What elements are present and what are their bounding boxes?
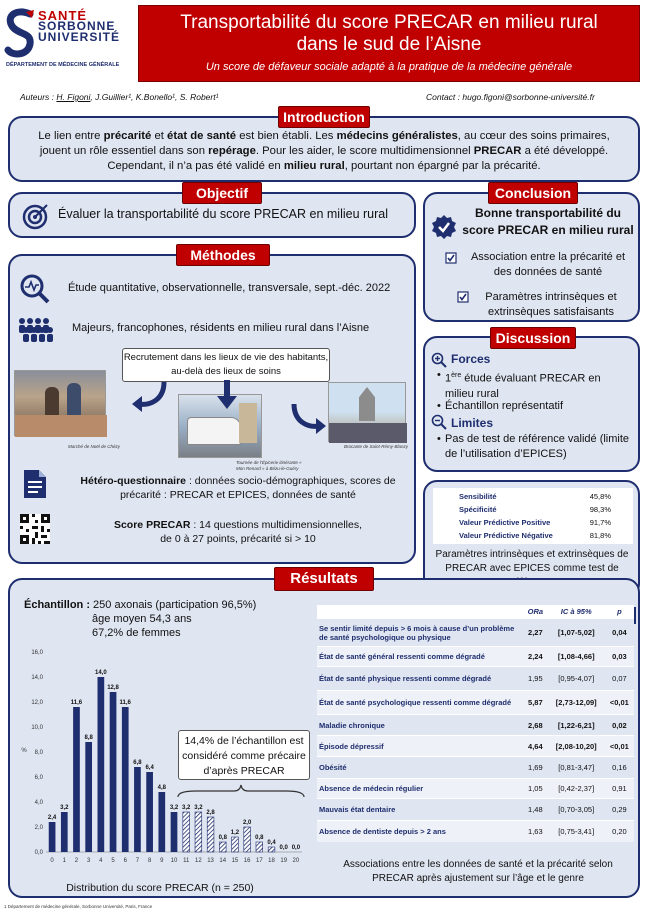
curly-brace-icon — [176, 783, 306, 799]
table-cell-ic: [1,08-4,66] — [548, 647, 605, 667]
table-row — [317, 779, 634, 799]
limites-label: Limites — [451, 416, 494, 430]
table-cell-ora: 1,69 — [523, 757, 548, 779]
logo-line-2: SORBONNE — [38, 19, 116, 33]
author-first: H. Figoni — [56, 92, 91, 102]
x-tick-label: 12 — [195, 858, 202, 864]
poster-subtitle: Un score de défaveur sociale adapté à la pratique de la médecine générale — [205, 61, 573, 73]
conclusion-panel — [423, 192, 640, 322]
forces-item-2: • Échantillon représentatif — [437, 400, 564, 412]
table-cell-p: <0,01 — [605, 691, 634, 715]
questionnaire-text: Hétéro-questionnaire : données socio-démographiques, scores de précarité : PRECAR et EPICES, données de santé — [80, 475, 396, 501]
params-row-value: 81,8% — [589, 531, 611, 540]
table-cell-ic: [2,73-12,09] — [548, 691, 605, 715]
logo-emblem-icon — [4, 8, 36, 60]
chart-bar — [256, 842, 263, 852]
params-row-value: 45,8% — [589, 492, 611, 501]
x-tick-label: 3 — [86, 858, 91, 864]
health-table-caption: Associations entre les données de santé et la précarité selon PRECAR après ajustement sur l’âge et le genre — [343, 859, 613, 884]
curved-arrow-left-icon — [130, 380, 170, 414]
bar-value-label: 2,4 — [47, 815, 57, 821]
col-header-p: p — [605, 605, 634, 619]
checkbox-checked-icon — [457, 291, 469, 303]
methodes-panel — [8, 254, 416, 564]
bar-value-label: 14,0 — [95, 670, 107, 676]
x-tick-label: 11 — [183, 858, 190, 864]
curved-arrow-right-icon — [288, 402, 328, 436]
people-group-icon — [16, 316, 56, 342]
table-cell-p: 0,29 — [605, 799, 634, 821]
photo-caption-1: Marché de Noël de Chézy — [68, 444, 121, 449]
x-tick-label: 0 — [50, 858, 54, 864]
chart-bar — [73, 707, 80, 852]
params-caption: Paramètres intrinsèques et extrinsèques de PRECAR avec EPICES comme test de — [435, 549, 629, 574]
chart-bar — [268, 847, 275, 852]
health-data-table — [317, 605, 634, 842]
y-tick-label: 12,0 — [31, 700, 43, 706]
x-tick-label: 7 — [135, 858, 140, 864]
params-row-label: Valeur Prédictive Négative — [459, 531, 553, 540]
table-cell-ora: 2,24 — [523, 647, 548, 667]
authors-label: Auteurs : — [20, 92, 55, 102]
chart-caption: Distribution du score PRECAR (n = 250) — [66, 882, 254, 894]
table-cell-ic: [0,81-3,47] — [548, 757, 605, 779]
check-badge-icon — [431, 214, 457, 240]
params-row-label: Spécificité — [459, 505, 497, 514]
bar-value-label: 3,2 — [194, 805, 203, 811]
chart-bar — [122, 707, 129, 852]
conclusion-title: Conclusion — [488, 182, 578, 204]
x-tick-label: 4 — [99, 858, 103, 864]
table-cell-ora: 1,95 — [523, 667, 548, 691]
forces-label: Forces — [451, 352, 491, 366]
table-cell-ic: [1,07-5,02] — [548, 619, 605, 647]
table-cell-ora: 2,27 — [523, 619, 548, 647]
table-cell-ora: 5,87 — [523, 691, 548, 715]
footnote: 1 Département de médecine générale, Sorbonne Université, Paris, France — [4, 904, 153, 909]
conclusion-heading: Bonne transportabilité du score PRECAR en milieu rural — [462, 206, 634, 237]
y-tick-label: 14,0 — [31, 675, 43, 681]
col-header-ic: IC à 95% — [548, 605, 605, 619]
bar-value-label: 0,4 — [267, 840, 276, 846]
table-cell-p: 0,16 — [605, 757, 634, 779]
table-cell-label: État de santé psychologique ressenti comme dégradé — [317, 691, 523, 715]
table-cell-label: Obésité — [317, 757, 523, 779]
table-cell-label: État de santé général ressenti comme dégradé — [317, 647, 523, 667]
y-tick-label: 2,0 — [34, 825, 43, 831]
bar-value-label: 11,6 — [70, 700, 83, 706]
photo-brocante — [328, 382, 406, 442]
table-row — [317, 647, 634, 667]
table-cell-ora: 2,68 — [523, 715, 548, 736]
methodes-item-2: Majeurs, francophones, résidents en milieu rural dans l’Aisne — [72, 322, 370, 334]
zoom-out-icon — [431, 414, 447, 430]
table-cell-label: Épisode dépressif — [317, 736, 523, 757]
qr-code-icon — [20, 514, 50, 544]
y-tick-label: 8,0 — [34, 750, 43, 756]
bar-value-label: 1,2 — [230, 830, 240, 836]
x-tick-label: 15 — [231, 858, 239, 864]
table-cell-p: 0,91 — [605, 779, 634, 799]
y-tick-label: 0,0 — [34, 850, 43, 856]
table-cell-ic: [2,08-10,20] — [548, 736, 605, 757]
table-cell-ora: 1,48 — [523, 799, 548, 821]
resultats-title: Résultats — [274, 567, 374, 591]
table-cell-label: Mauvais état dentaire — [317, 799, 523, 821]
y-axis-label: % — [21, 748, 27, 754]
params-row-label: Valeur Prédictive Positive — [459, 518, 551, 527]
x-tick-label: 18 — [268, 858, 275, 864]
chart-bar — [134, 767, 141, 852]
checkbox-checked-icon — [445, 252, 457, 264]
params-table — [433, 488, 633, 544]
table-cell-p: 0,03 — [605, 647, 634, 667]
x-tick-label: 8 — [147, 858, 152, 864]
zoom-in-icon — [431, 352, 447, 368]
logo-line-3: UNIVERSITÉ — [38, 30, 121, 44]
sorbonne-logo — [4, 6, 134, 72]
table-cell-p: 0,07 — [605, 667, 634, 691]
table-cell-p: 0,02 — [605, 715, 634, 736]
poster-title-line-1: Transportabilité du score PRECAR en milieu rural — [180, 12, 598, 33]
table-cell-p: 0,20 — [605, 821, 634, 842]
params-row-value: 91,7% — [589, 518, 611, 527]
chart-bar — [171, 812, 178, 852]
conclusion-item-1: Association entre la précarité et des données de santé — [470, 251, 626, 278]
x-tick-label: 5 — [111, 858, 115, 864]
x-tick-label: 9 — [160, 858, 164, 864]
table-cell-ic: [0,70-3,05] — [548, 799, 605, 821]
table-cell-ora: 1,05 — [523, 779, 548, 799]
bar-value-label: 0,8 — [218, 835, 227, 841]
chart-bar — [158, 792, 165, 852]
params-row-label: Sensibilité — [459, 492, 497, 501]
table-row — [317, 799, 634, 821]
limites-item-1: • Pas de test de référence validé (limite de l’utilisation d’EPICES) — [437, 433, 630, 460]
chart-bar — [61, 812, 68, 852]
objectif-text: Évaluer la transportabilité du score PRECAR en milieu rural — [58, 207, 389, 221]
params-row — [437, 529, 629, 542]
poster-title-box — [138, 5, 640, 82]
table-cell-ic: [0,95-4,07] — [548, 667, 605, 691]
target-icon — [22, 202, 50, 230]
objectif-title: Objectif — [182, 182, 262, 204]
x-tick-label: 13 — [207, 858, 214, 864]
discussion-panel — [423, 336, 640, 472]
table-cell-label: Maladie chronique — [317, 715, 523, 736]
photo-caption-2: Tournée de l’Épicerie itinérante « Mon Renard » à Bézu-le-Guéry — [236, 460, 302, 471]
chart-bar — [146, 772, 153, 852]
table-row — [317, 715, 634, 736]
table-cell-label: Absence de dentiste depuis > 2 ans — [317, 821, 523, 842]
table-cell-ic: [0,75-3,41] — [548, 821, 605, 842]
bar-value-label: 6,8 — [133, 760, 142, 766]
x-tick-label: 16 — [243, 858, 251, 864]
chart-bar — [232, 837, 239, 852]
discussion-title: Discussion — [490, 327, 576, 349]
x-tick-label: 6 — [123, 858, 127, 864]
bar-value-label: 0,0 — [279, 845, 288, 851]
contact-line: Contact : hugo.figoni@sorbonne-université.fr — [426, 92, 595, 102]
chart-bar — [183, 812, 190, 852]
x-tick-label: 1 — [62, 858, 66, 864]
table-row — [317, 821, 634, 842]
sample-text: Échantillon : 250 axonais (participation 96,5%) âge moyen 54,3 ans 67,2% de femmes — [24, 599, 257, 639]
logo-line-1: SANTÉ — [38, 8, 88, 23]
methodes-title: Méthodes — [176, 244, 270, 266]
table-row — [317, 757, 634, 779]
introduction-text: Le lien entre précarité et état de santé est bien établi. Les médecins généralistes, au cœur des soins primaires, jouent un rôle essentiel dans son repérage. Pour les aider, le score multidimensionnel PRECAR a été développé. Cependant, il n’a pas été validé en milieu rural, pourtant non épargné par la précarité. — [38, 130, 610, 172]
document-icon — [22, 468, 48, 500]
chart-bar — [207, 817, 214, 852]
x-tick-label: 2 — [74, 858, 79, 864]
chart-bar — [219, 842, 226, 852]
table-cell-label: Absence de médecin régulier — [317, 779, 523, 799]
logo-department: DÉPARTEMENT DE MÉDECINE GÉNÉRALE — [6, 62, 120, 68]
magnifier-chart-icon — [20, 274, 50, 304]
conclusion-item-2: Paramètres intrinsèques et extrinsèques satisfaisants — [485, 291, 617, 318]
col-header-ora: ORa — [523, 605, 548, 619]
table-cell-p: 0,04 — [605, 619, 634, 647]
x-tick-label: 14 — [219, 858, 227, 864]
arrow-down-icon — [216, 380, 238, 410]
methodes-item-1: Étude quantitative, observationnelle, transversale, sept.-déc. 2022 — [68, 282, 391, 294]
bar-value-label: 2,0 — [242, 820, 252, 826]
bar-value-label: 12,8 — [107, 685, 119, 691]
x-tick-label: 19 — [280, 858, 288, 864]
chart-bar — [110, 692, 117, 852]
bar-value-label: 0,0 — [291, 845, 301, 851]
photo-caption-3: Brocante de Saint-Rémy-Blanzy — [344, 444, 409, 449]
score-precar-text: Score PRECAR : 14 questions multidimensionnelles, de 0 à 27 points, précarité si > 10 — [113, 519, 363, 545]
params-row — [437, 503, 629, 516]
table-cell-label: Se sentir limité depuis > 6 mois à cause d’un problème de santé psychologique ou physique — [317, 619, 523, 647]
bar-value-label: 3,2 — [182, 805, 191, 811]
precarity-callout: 14,4% de l’échantillon est considéré comme précaire d’après PRECAR — [178, 730, 310, 780]
photo-marche-noel — [14, 370, 106, 436]
params-row — [437, 516, 629, 529]
bar-value-label: 3,2 — [60, 805, 69, 811]
chart-bar — [85, 742, 92, 852]
bar-value-label: 4,8 — [157, 785, 166, 791]
params-row-value: 98,3% — [589, 505, 611, 514]
bar-value-label: 2,8 — [206, 810, 215, 816]
introduction-title: Introduction — [278, 106, 370, 128]
table-cell-ic: [1,22-6,21] — [548, 715, 605, 736]
y-tick-label: 10,0 — [31, 725, 43, 731]
y-tick-label: 6,0 — [34, 775, 43, 781]
table-row — [317, 619, 634, 647]
table-cell-ora: 1,63 — [523, 821, 548, 842]
bar-value-label: 3,2 — [169, 805, 179, 811]
x-tick-label: 20 — [292, 858, 300, 864]
chart-bar — [244, 827, 251, 852]
poster-title-line-2: dans le sud de l’Aisne — [296, 34, 482, 55]
table-row — [317, 736, 634, 757]
table-cell-label: État de santé physique ressenti comme dégradé — [317, 667, 523, 691]
bar-value-label: 0,8 — [255, 835, 264, 841]
recruitment-callout: Recrutement dans les lieux de vie des habitants, au-delà des lieux de soins — [122, 348, 330, 382]
authors-rest: , J.Guillier¹, K.Bonello¹, S. Robert¹ — [90, 92, 219, 102]
table-cell-ora: 4,64 — [523, 736, 548, 757]
forces-item-1: • 1ère étude évaluant PRECAR en milieu rural — [437, 369, 601, 400]
table-row — [317, 691, 634, 715]
table-cell-p: <0,01 — [605, 736, 634, 757]
chart-bar — [195, 812, 202, 852]
chart-bar — [49, 822, 56, 852]
y-tick-label: 16,0 — [31, 650, 43, 656]
x-tick-label: 10 — [170, 858, 178, 864]
table-cell-ic: [0,42-2,37] — [548, 779, 605, 799]
bar-value-label: 8,8 — [84, 735, 93, 741]
bar-value-label: 6,4 — [145, 765, 154, 771]
y-tick-label: 4,0 — [34, 800, 43, 806]
params-row — [437, 490, 629, 503]
x-tick-label: 17 — [255, 858, 263, 864]
bar-value-label: 11,6 — [119, 700, 131, 706]
authors-line — [20, 92, 218, 102]
chart-bar — [98, 677, 105, 852]
table-row — [317, 667, 634, 691]
